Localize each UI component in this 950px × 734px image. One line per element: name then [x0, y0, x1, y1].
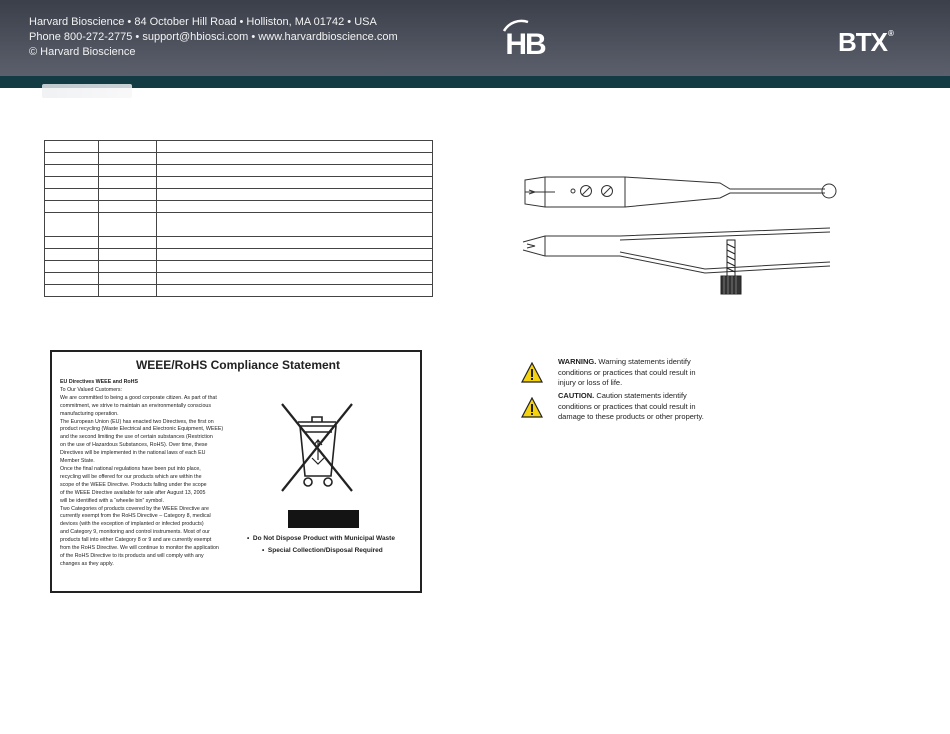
crossed-out-wheelie-bin-icon	[278, 400, 356, 495]
weee-line: We are committed to being a good corporate citizen. As part of that	[60, 394, 217, 401]
table-row	[45, 177, 433, 189]
faded-heading-artifact	[42, 84, 132, 98]
weee-line: and Category 9, monitoring and control instruments. Most of our	[60, 529, 210, 536]
table-row	[45, 273, 433, 285]
table-row	[45, 285, 433, 297]
weee-line: manufacturing operation.	[60, 410, 119, 417]
warning-line: conditions or practices that could result in	[558, 367, 696, 377]
table-row	[45, 165, 433, 177]
weee-title: WEEE/RoHS Compliance Statement	[135, 358, 341, 372]
weee-line: commitment, we strive to maintain an environmentally conscious	[60, 402, 212, 409]
weee-line: Once the final national regulations have been put into place,	[60, 465, 201, 472]
weee-line: Member State.	[60, 458, 95, 465]
weee-line: recycling will be offered for our products which are within the	[60, 473, 202, 480]
weee-line: will be identified with a “wheelie bin” symbol.	[60, 497, 164, 504]
disposal-bullet-1	[247, 535, 395, 542]
warning-triangle-icon	[521, 362, 543, 384]
bullet-icon: •	[247, 535, 250, 542]
table-row	[45, 189, 433, 201]
bullet-text: Special Collection/Disposal Required	[267, 547, 383, 554]
contact-line: Phone 800-272-2775 • support@hbiosci.com • www.harvardbioscience.com	[29, 31, 398, 43]
weee-line: products fall into either Category 8 or 9 and are currently exempt	[60, 537, 212, 544]
bullet-text: Do Not Dispose Product with Municipal Waste	[252, 535, 395, 542]
table-row	[45, 213, 433, 237]
caution-triangle-icon	[521, 397, 543, 419]
table-row	[45, 141, 433, 153]
table-row	[45, 249, 433, 261]
weee-line: on the use of Hazardous Substances, RoHS). Over time, these	[60, 442, 208, 449]
company-address	[29, 15, 398, 60]
caution-label: CAUTION.	[558, 391, 595, 400]
warning-statement	[558, 357, 728, 389]
hb-logo-text: HB	[505, 28, 545, 60]
address-line: Harvard Bioscience • 84 October Hill Road • Holliston, MA 01742 • USA	[29, 16, 377, 28]
btx-logo-text: BTX	[838, 27, 887, 57]
bullet-icon: •	[262, 547, 265, 554]
black-bar-marker	[288, 510, 359, 528]
weee-compliance-box	[50, 350, 422, 593]
page-header	[0, 0, 950, 76]
weee-line: The European Union (EU) has enacted two Directives, the first on	[60, 418, 214, 425]
weee-statement	[60, 379, 245, 569]
weee-line: from the RoHS Directive. We will continue to monitor the application	[60, 545, 219, 552]
weee-line: product recycling (Waste Electrical and Electronic Equipment, WEEE)	[60, 426, 224, 433]
weee-line: of the WEEE Directive available for sale after August 13, 2005	[60, 489, 206, 496]
warning-label: WARNING.	[558, 357, 597, 366]
weee-line: changes as they apply.	[60, 560, 114, 567]
registered-mark: ®	[888, 29, 893, 38]
caution-line: damage to these products or other property.	[558, 412, 704, 421]
weee-heading: EU Directives WEEE and RoHS	[60, 379, 139, 385]
hb-logo	[498, 18, 553, 60]
weee-line: devices (with the exception of implanted or infected products)	[60, 521, 204, 528]
btx-logo	[838, 27, 893, 58]
weee-line: of the RoHS Directive to its products and will comply with any	[60, 552, 204, 559]
weee-line: currently exempt from the RoHS Directive – Category 8, medical	[60, 513, 211, 520]
table-row	[45, 261, 433, 273]
warning-text: Warning statements identify	[596, 357, 691, 366]
table-row	[45, 201, 433, 213]
table-row	[45, 237, 433, 249]
disposal-bullet-2	[262, 547, 383, 554]
warning-line: injury or loss of life.	[558, 378, 623, 387]
specifications-table	[44, 140, 433, 297]
caution-line	[558, 391, 728, 402]
caution-statement	[558, 391, 728, 423]
weee-line: and the second limiting the use of certain substances (Restriction	[60, 434, 213, 441]
header-stripe	[0, 76, 950, 88]
warning-line	[558, 357, 728, 368]
caution-line: conditions or practices that could result in	[558, 401, 696, 411]
table-row	[45, 153, 433, 165]
copyright-line: © Harvard Bioscience	[29, 46, 136, 58]
caution-text: Caution statements identify	[594, 391, 687, 400]
weee-line: Directives will be implemented in the national laws of each EU	[60, 450, 206, 457]
weee-line: scope of the WEEE Directive. Products falling under the scope	[60, 481, 207, 488]
weee-line: To Our Valued Customers:	[60, 386, 123, 393]
weee-line: Two Categories of products covered by the WEEE Directive are	[60, 505, 209, 512]
electrode-drawing	[515, 170, 845, 300]
